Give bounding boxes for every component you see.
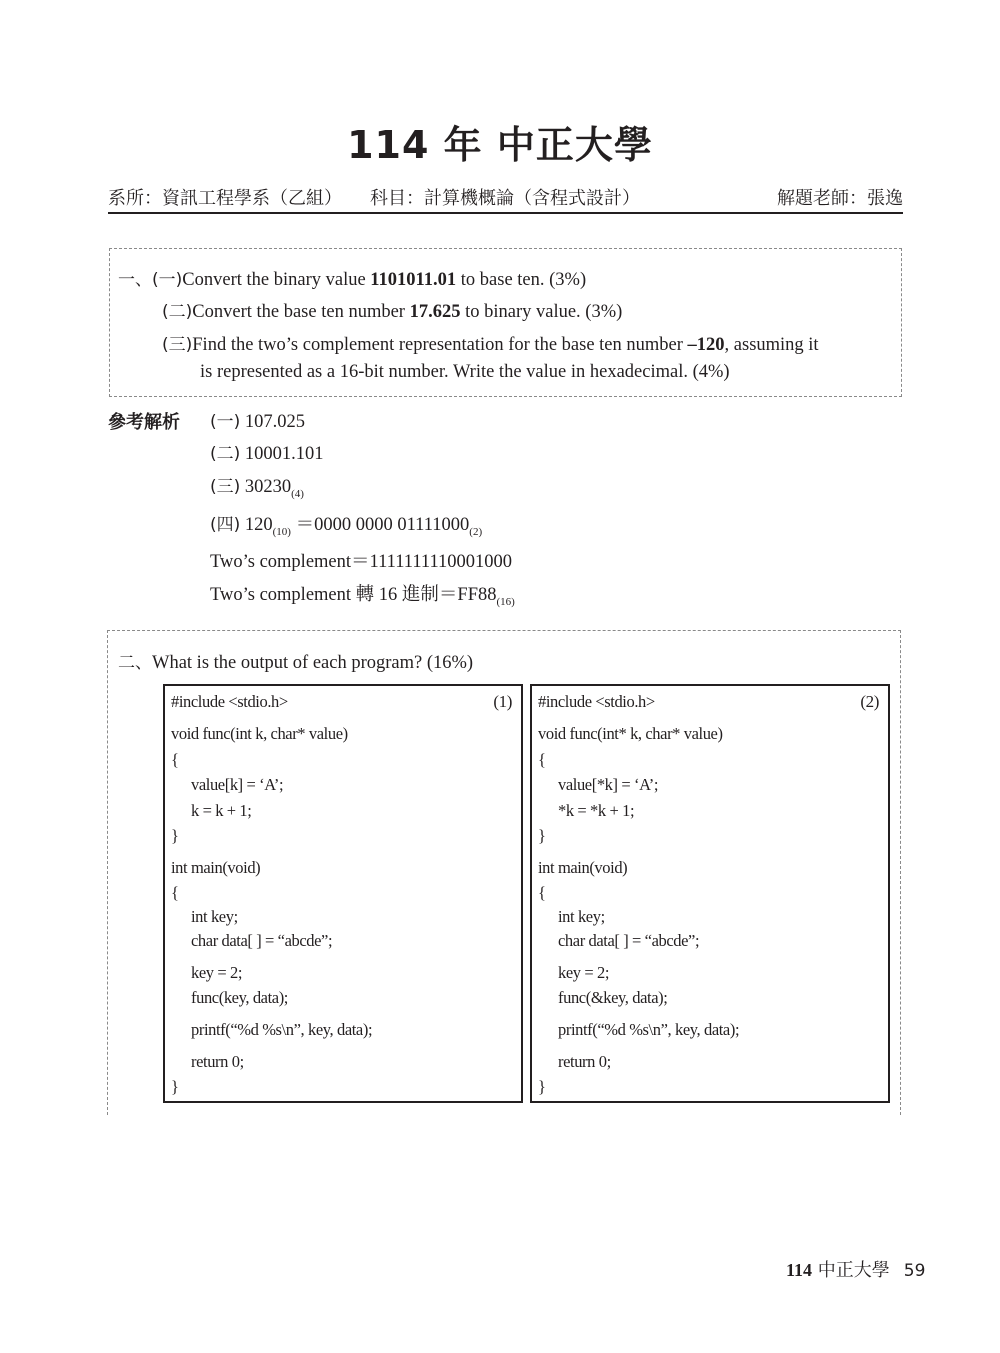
code-line: return 0; (558, 1052, 611, 1071)
answer-4 (210, 510, 482, 538)
code-line: return 0; (191, 1052, 244, 1071)
code-line: } (171, 826, 179, 845)
answer-3 (210, 472, 304, 500)
answer-value: 30230 (244, 477, 292, 497)
code-line: #include <stdio.h> (538, 692, 655, 711)
code-line: k = k + 1; (191, 801, 252, 820)
code-line: } (171, 1077, 179, 1096)
program-2-tag: (2) (860, 692, 879, 711)
department-label: 系所：資訊工程學系（乙組） (108, 188, 342, 209)
question-1-part-3-line-2: is represented as a 16-bit number. Write the value in hexadecimal. (4%) (200, 362, 730, 382)
teacher-label: 解題老師：張逸 (777, 188, 903, 209)
page-number: 59 (903, 1261, 926, 1281)
question-value: 17.625 (409, 302, 461, 322)
question-2-prompt (118, 648, 473, 674)
code-line: { (538, 750, 546, 769)
code-line: void func(int* k, char* value) (538, 724, 723, 743)
part-label: (三) (210, 477, 241, 497)
answer-value: 10001.101 (244, 444, 324, 464)
exam-header (108, 182, 903, 214)
question-1-part-1 (118, 265, 586, 291)
code-line: value[k] = ‘A’; (191, 775, 284, 794)
answer-value: 120 (244, 515, 273, 535)
base-subscript: (10) (272, 526, 291, 538)
base-subscript: (4) (291, 488, 304, 500)
answer-value: Two’s complement 轉 16 進制＝FF88 (210, 585, 497, 605)
program-1-tag: (1) (493, 692, 512, 711)
part-label: (四) (210, 515, 241, 535)
footer-school: 中正大學 (812, 1260, 890, 1281)
base-subscript: (2) (469, 526, 483, 538)
answer-2 (210, 439, 324, 465)
part-label: (一) (152, 270, 183, 290)
code-line: key = 2; (558, 963, 610, 982)
code-line: int key; (558, 907, 605, 926)
code-line: value[*k] = ‘A’; (558, 775, 659, 794)
subject-label: 科目：計算機概論（含程式設計） (370, 188, 640, 209)
part-label: (三) (162, 335, 193, 355)
code-line: int main(void) (171, 858, 261, 877)
code-line: { (538, 883, 546, 902)
question-value: 1101011.01 (370, 270, 457, 290)
page-title: 114 年 中正大學 (347, 123, 653, 167)
question-1-part-2 (162, 297, 622, 323)
code-line: printf(“%d %s\n”, key, data); (558, 1020, 740, 1039)
base-subscript: (16) (496, 596, 515, 608)
code-line: key = 2; (191, 963, 243, 982)
question-1-part-3 (162, 330, 819, 356)
answer-line-5: Two’s complement＝1111111110001000 (210, 552, 513, 572)
code-line: func(&key, data); (558, 988, 668, 1007)
code-line: { (171, 883, 179, 902)
code-line: int key; (191, 907, 238, 926)
question-value: –120 (687, 335, 725, 355)
code-line: char data[ ] = “abcde”; (191, 931, 333, 950)
answer-line-6 (210, 580, 515, 608)
code-line: void func(int k, char* value) (171, 724, 348, 743)
question-text: Find the two’s complement representation for the base ten number (192, 335, 688, 355)
part-label: (二) (162, 302, 193, 322)
question-text: Convert the base ten number (192, 302, 410, 322)
question-text: to binary value. (3%) (460, 302, 623, 322)
code-line: printf(“%d %s\n”, key, data); (191, 1020, 373, 1039)
program-2-box (530, 684, 890, 1103)
code-line: func(key, data); (191, 988, 288, 1007)
question-text: Convert the binary value (182, 270, 371, 290)
program-1-box (163, 684, 523, 1103)
question-text: to base ten. (3%) (456, 270, 587, 290)
part-label: (二) (210, 444, 241, 464)
code-line: #include <stdio.h> (171, 692, 288, 711)
question-text: , assuming it (724, 335, 819, 355)
question-text: What is the output of each program? (16%) (152, 653, 474, 673)
answer-1 (210, 407, 305, 433)
question-2-number: 二、 (118, 653, 152, 673)
answer-label: 參考解析 (108, 412, 180, 433)
part-label: (一) (210, 412, 241, 432)
code-line: { (171, 750, 179, 769)
question-1-number: 一、 (118, 270, 152, 290)
code-line: int main(void) (538, 858, 628, 877)
footer-year: 114 (786, 1260, 813, 1280)
code-line: *k = *k + 1; (558, 801, 635, 820)
answer-value: 107.025 (244, 412, 306, 432)
code-line: char data[ ] = “abcde”; (558, 931, 700, 950)
code-line: } (538, 1077, 546, 1096)
answer-value: ＝0000 0000 01111000 (290, 515, 470, 535)
page-footer (786, 1256, 925, 1282)
code-line: } (538, 826, 546, 845)
